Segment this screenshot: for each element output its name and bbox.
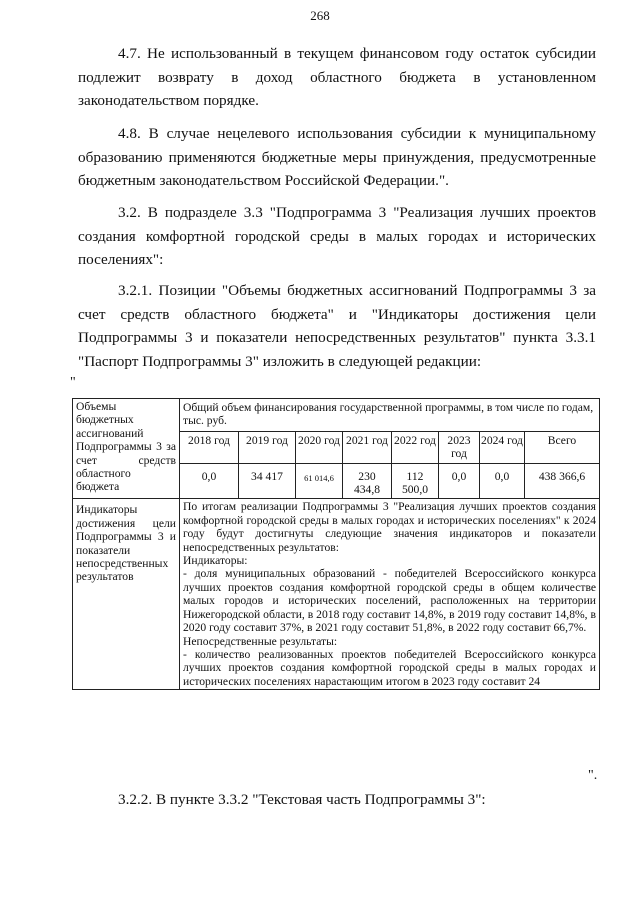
quote-open-mark: " xyxy=(70,375,76,390)
page-number: 268 xyxy=(310,8,330,23)
funding-row xyxy=(73,399,600,499)
value-2023: 0,0 xyxy=(439,463,480,498)
passport-table xyxy=(72,398,600,690)
year-2018: 2018 год xyxy=(180,431,239,463)
years-row xyxy=(180,431,599,463)
result-item: - количество реализованных проектов победителей Всероссийского конкурса лучших проектов создания комфортной городской среды в малых городах и исторических поселениях нарастающим итогом в 2023 году составит 24 xyxy=(183,647,596,688)
indicators-heading: Индикаторы: xyxy=(183,554,248,568)
year-2019: 2019 год xyxy=(239,431,296,463)
values-row xyxy=(180,463,599,498)
results-heading: Непосредственные результаты: xyxy=(183,634,338,648)
value-2019: 34 417 xyxy=(239,463,296,498)
indicators-cell xyxy=(180,499,600,690)
quote-close-mark: ". xyxy=(588,768,598,783)
funding-cell xyxy=(180,399,600,499)
year-2021: 2021 год xyxy=(343,431,392,463)
value-2018: 0,0 xyxy=(180,463,239,498)
funding-header: Общий объем финансирования государственной программы, в том числе по годам, тыс. руб. xyxy=(183,401,594,428)
year-2024: 2024 год xyxy=(480,431,525,463)
paragraph-3-2-1: 3.2.1. Позиции "Объемы бюджетных ассигнований Подпрограммы 3 за счет средств областного бюджета" и "Индикаторы достижения цели Подпрограммы 3 и показатели непосредственных результатов" пункта 3.3.1 "Паспорт Подпрограммы 3" изложить в следующей редакции: xyxy=(78,282,596,370)
value-total: 438 366,6 xyxy=(525,463,600,498)
value-2024: 0,0 xyxy=(480,463,525,498)
year-2020: 2020 год xyxy=(296,431,343,463)
year-total: Всего xyxy=(525,431,600,463)
paragraph-3-2-2: 3.2.2. В пункте 3.3.2 "Текстовая часть Подпрограммы 3": xyxy=(118,791,486,808)
year-2022: 2022 год xyxy=(392,431,439,463)
value-2020: 61 014,6 xyxy=(296,463,343,498)
indicators-row xyxy=(73,499,600,690)
indicator-item: - доля муниципальных образований - победителей Всероссийского конкурса лучших проектов создания комфортной городской среды в общем количестве малых городов и исторических поселений, расположенных на территории Нижегородской области, в 2018 году составит 14,8%, в 2019 году составит 14,8%, в 2020 году составит 37%, в 2021 году составит 51,8%, в 2022 году составит 66,7%. xyxy=(183,567,596,635)
funding-label: Объемы бюджетных ассигнований Подпрограммы 3 за счет средств областного бюджета xyxy=(73,399,180,499)
year-2023: 2023 год xyxy=(439,431,480,463)
value-2021: 230 434,8 xyxy=(343,463,392,498)
value-2022: 112 500,0 xyxy=(392,463,439,498)
paragraph-4-8: 4.8. В случае нецелевого использования субсидии к муниципальному образованию применяются бюджетные меры принуждения, предусмотренные бюджетным законодательством Российской Федерации.". xyxy=(78,125,596,190)
indicators-label: Индикаторы достижения цели Подпрограммы 3 и показатели непосредственных результатов xyxy=(73,499,180,690)
paragraph-4-7: 4.7. Не использованный в текущем финансовом году остаток субсидии подлежит возврату в доход областного бюджета в установленном законодательством порядке. xyxy=(78,45,596,110)
indicators-intro: По итогам реализации Подпрограммы 3 "Реализация лучших проектов создания комфортной городской среды в малых городах и исторических поселениях" к 2024 году будут достигнуты следующие значения индикаторов и показатели непосредственных результатов: xyxy=(183,500,596,554)
paragraph-3-2: 3.2. В подразделе 3.3 "Подпрограмма 3 "Реализация лучших проектов создания комфортной городской среды в малых городах и исторических поселениях": xyxy=(78,204,596,269)
years-table xyxy=(180,431,599,499)
